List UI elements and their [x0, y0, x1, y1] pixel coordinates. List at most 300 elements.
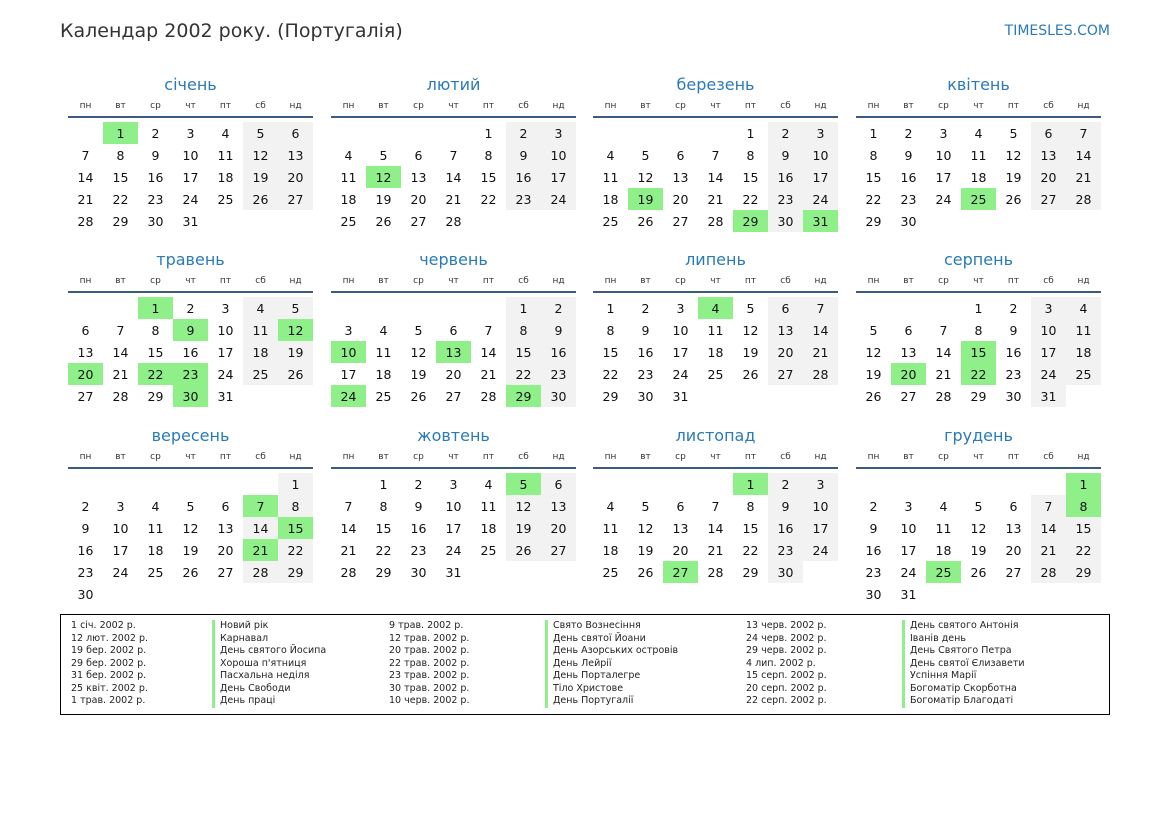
day-cell[interactable]: 6 — [676, 147, 685, 163]
day-cell[interactable]: 5 — [641, 147, 650, 163]
day-cell[interactable]: 8 — [151, 322, 160, 338]
holiday-day-cell[interactable]: 20 — [891, 363, 926, 385]
day-cell[interactable]: 10 — [217, 322, 234, 338]
day-cell[interactable]: 1 — [506, 297, 541, 319]
day-cell[interactable]: 12 — [506, 495, 541, 517]
day-cell[interactable]: 8 — [116, 147, 125, 163]
day-cell[interactable]: 7 — [1031, 495, 1066, 517]
day-cell[interactable]: 16 — [900, 169, 917, 185]
day-cell[interactable]: 29 — [865, 213, 882, 229]
day-cell[interactable]: 16 — [1005, 344, 1022, 360]
day-cell[interactable]: 29 — [970, 388, 987, 404]
day-cell[interactable]: 6 — [449, 322, 458, 338]
day-cell[interactable]: 25 — [602, 213, 619, 229]
day-cell[interactable]: 9 — [541, 319, 576, 341]
day-cell[interactable]: 22 — [742, 542, 759, 558]
day-cell[interactable]: 11 — [480, 498, 497, 514]
day-cell[interactable]: 3 — [449, 476, 458, 492]
day-cell[interactable]: 6 — [414, 147, 423, 163]
day-cell[interactable]: 13 — [77, 344, 94, 360]
day-cell[interactable]: 6 — [1031, 122, 1066, 144]
day-cell[interactable]: 1 — [869, 125, 878, 141]
day-cell[interactable]: 19 — [410, 366, 427, 382]
holiday-day-cell[interactable]: 1 — [733, 473, 768, 495]
day-cell[interactable]: 19 — [637, 542, 654, 558]
day-cell[interactable]: 31 — [182, 213, 199, 229]
day-cell[interactable]: 16 — [541, 341, 576, 363]
day-cell[interactable]: 30 — [768, 561, 803, 583]
day-cell[interactable]: 8 — [278, 495, 313, 517]
day-cell[interactable]: 5 — [869, 322, 878, 338]
day-cell[interactable]: 17 — [935, 169, 952, 185]
day-cell[interactable]: 2 — [904, 125, 913, 141]
day-cell[interactable]: 24 — [541, 188, 576, 210]
day-cell[interactable]: 27 — [278, 188, 313, 210]
day-cell[interactable]: 21 — [707, 191, 724, 207]
day-cell[interactable]: 4 — [606, 498, 615, 514]
day-cell[interactable]: 17 — [112, 542, 129, 558]
day-cell[interactable]: 13 — [410, 169, 427, 185]
day-cell[interactable]: 19 — [506, 517, 541, 539]
day-cell[interactable]: 4 — [221, 125, 230, 141]
day-cell[interactable]: 23 — [410, 542, 427, 558]
holiday-day-cell[interactable]: 1 — [1066, 473, 1101, 495]
day-cell[interactable]: 18 — [935, 542, 952, 558]
holiday-day-cell[interactable]: 23 — [173, 363, 208, 385]
day-cell[interactable]: 7 — [1066, 122, 1101, 144]
day-cell[interactable]: 3 — [541, 122, 576, 144]
day-cell[interactable]: 30 — [541, 385, 576, 407]
day-cell[interactable]: 28 — [112, 388, 129, 404]
day-cell[interactable]: 29 — [278, 561, 313, 583]
day-cell[interactable]: 20 — [672, 542, 689, 558]
day-cell[interactable]: 9 — [81, 520, 90, 536]
day-cell[interactable]: 28 — [1066, 188, 1101, 210]
day-cell[interactable]: 10 — [112, 520, 129, 536]
day-cell[interactable]: 22 — [278, 539, 313, 561]
day-cell[interactable]: 5 — [379, 147, 388, 163]
day-cell[interactable]: 12 — [1005, 147, 1022, 163]
day-cell[interactable]: 6 — [221, 498, 230, 514]
day-cell[interactable]: 19 — [182, 542, 199, 558]
day-cell[interactable]: 28 — [935, 388, 952, 404]
day-cell[interactable]: 7 — [344, 498, 353, 514]
day-cell[interactable]: 15 — [742, 520, 759, 536]
day-cell[interactable]: 25 — [243, 363, 278, 385]
day-cell[interactable]: 13 — [768, 319, 803, 341]
day-cell[interactable]: 11 — [243, 319, 278, 341]
day-cell[interactable]: 23 — [541, 363, 576, 385]
day-cell[interactable]: 2 — [768, 473, 803, 495]
day-cell[interactable]: 13 — [672, 520, 689, 536]
holiday-day-cell[interactable]: 22 — [138, 363, 173, 385]
day-cell[interactable]: 11 — [707, 322, 724, 338]
holiday-day-cell[interactable]: 22 — [961, 363, 996, 385]
day-cell[interactable]: 9 — [641, 322, 650, 338]
day-cell[interactable]: 21 — [340, 542, 357, 558]
day-cell[interactable]: 9 — [904, 147, 913, 163]
day-cell[interactable]: 2 — [641, 300, 650, 316]
day-cell[interactable]: 8 — [869, 147, 878, 163]
day-cell[interactable]: 12 — [742, 322, 759, 338]
day-cell[interactable]: 20 — [541, 517, 576, 539]
day-cell[interactable]: 23 — [768, 539, 803, 561]
day-cell[interactable]: 17 — [340, 366, 357, 382]
day-cell[interactable]: 7 — [116, 322, 125, 338]
day-cell[interactable]: 7 — [81, 147, 90, 163]
day-cell[interactable]: 27 — [900, 388, 917, 404]
day-cell[interactable]: 19 — [375, 191, 392, 207]
day-cell[interactable]: 25 — [375, 388, 392, 404]
day-cell[interactable]: 25 — [707, 366, 724, 382]
day-cell[interactable]: 2 — [869, 498, 878, 514]
day-cell[interactable]: 16 — [77, 542, 94, 558]
day-cell[interactable]: 7 — [711, 498, 720, 514]
day-cell[interactable]: 8 — [606, 322, 615, 338]
day-cell[interactable]: 21 — [1066, 166, 1101, 188]
day-cell[interactable]: 6 — [81, 322, 90, 338]
day-cell[interactable]: 22 — [742, 191, 759, 207]
day-cell[interactable]: 1 — [379, 476, 388, 492]
day-cell[interactable]: 20 — [217, 542, 234, 558]
day-cell[interactable]: 4 — [974, 125, 983, 141]
day-cell[interactable]: 24 — [112, 564, 129, 580]
day-cell[interactable]: 28 — [445, 213, 462, 229]
holiday-day-cell[interactable]: 9 — [173, 319, 208, 341]
day-cell[interactable]: 13 — [217, 520, 234, 536]
day-cell[interactable]: 25 — [1066, 363, 1101, 385]
holiday-day-cell[interactable]: 20 — [68, 363, 103, 385]
day-cell[interactable]: 27 — [410, 213, 427, 229]
day-cell[interactable]: 18 — [340, 191, 357, 207]
day-cell[interactable]: 19 — [1005, 169, 1022, 185]
day-cell[interactable]: 8 — [746, 147, 755, 163]
day-cell[interactable]: 14 — [1066, 144, 1101, 166]
holiday-day-cell[interactable]: 1 — [138, 297, 173, 319]
day-cell[interactable]: 5 — [243, 122, 278, 144]
day-cell[interactable]: 7 — [939, 322, 948, 338]
day-cell[interactable]: 12 — [637, 169, 654, 185]
day-cell[interactable]: 1 — [606, 300, 615, 316]
day-cell[interactable]: 12 — [243, 144, 278, 166]
day-cell[interactable]: 2 — [541, 297, 576, 319]
holiday-day-cell[interactable]: 30 — [173, 385, 208, 407]
day-cell[interactable]: 26 — [278, 363, 313, 385]
day-cell[interactable]: 8 — [506, 319, 541, 341]
day-cell[interactable]: 2 — [186, 300, 195, 316]
day-cell[interactable]: 2 — [768, 122, 803, 144]
day-cell[interactable]: 9 — [768, 144, 803, 166]
day-cell[interactable]: 9 — [151, 147, 160, 163]
day-cell[interactable]: 17 — [803, 166, 838, 188]
day-cell[interactable]: 27 — [1005, 564, 1022, 580]
day-cell[interactable]: 9 — [1009, 322, 1018, 338]
day-cell[interactable]: 20 — [1031, 166, 1066, 188]
day-cell[interactable]: 28 — [340, 564, 357, 580]
day-cell[interactable]: 12 — [637, 520, 654, 536]
day-cell[interactable]: 26 — [1005, 191, 1022, 207]
day-cell[interactable]: 21 — [112, 366, 129, 382]
day-cell[interactable]: 6 — [278, 122, 313, 144]
day-cell[interactable]: 27 — [217, 564, 234, 580]
day-cell[interactable]: 12 — [970, 520, 987, 536]
day-cell[interactable]: 14 — [112, 344, 129, 360]
day-cell[interactable]: 11 — [970, 147, 987, 163]
day-cell[interactable]: 8 — [484, 147, 493, 163]
day-cell[interactable]: 14 — [707, 169, 724, 185]
day-cell[interactable]: 27 — [541, 539, 576, 561]
day-cell[interactable]: 31 — [445, 564, 462, 580]
day-cell[interactable]: 7 — [803, 297, 838, 319]
day-cell[interactable]: 17 — [217, 344, 234, 360]
day-cell[interactable]: 14 — [935, 344, 952, 360]
day-cell[interactable]: 21 — [803, 341, 838, 363]
day-cell[interactable]: 5 — [746, 300, 755, 316]
day-cell[interactable]: 10 — [182, 147, 199, 163]
day-cell[interactable]: 14 — [340, 520, 357, 536]
day-cell[interactable]: 31 — [1031, 385, 1066, 407]
day-cell[interactable]: 28 — [1031, 561, 1066, 583]
day-cell[interactable]: 16 — [410, 520, 427, 536]
day-cell[interactable]: 16 — [865, 542, 882, 558]
day-cell[interactable]: 10 — [541, 144, 576, 166]
day-cell[interactable]: 16 — [147, 169, 164, 185]
day-cell[interactable]: 30 — [410, 564, 427, 580]
day-cell[interactable]: 5 — [278, 297, 313, 319]
holiday-day-cell[interactable]: 15 — [961, 341, 996, 363]
day-cell[interactable]: 29 — [742, 564, 759, 580]
day-cell[interactable]: 24 — [803, 539, 838, 561]
day-cell[interactable]: 28 — [803, 363, 838, 385]
holiday-day-cell[interactable]: 24 — [331, 385, 366, 407]
day-cell[interactable]: 23 — [1005, 366, 1022, 382]
day-cell[interactable]: 11 — [147, 520, 164, 536]
day-cell[interactable]: 18 — [707, 344, 724, 360]
day-cell[interactable]: 20 — [410, 191, 427, 207]
day-cell[interactable]: 22 — [112, 191, 129, 207]
day-cell[interactable]: 24 — [935, 191, 952, 207]
day-cell[interactable]: 26 — [637, 213, 654, 229]
holiday-day-cell[interactable]: 25 — [961, 188, 996, 210]
day-cell[interactable]: 22 — [506, 363, 541, 385]
day-cell[interactable]: 5 — [1009, 125, 1018, 141]
day-cell[interactable]: 21 — [77, 191, 94, 207]
day-cell[interactable]: 24 — [803, 188, 838, 210]
holiday-day-cell[interactable]: 19 — [628, 188, 663, 210]
day-cell[interactable]: 14 — [445, 169, 462, 185]
holiday-day-cell[interactable]: 4 — [698, 297, 733, 319]
day-cell[interactable]: 30 — [1005, 388, 1022, 404]
day-cell[interactable]: 20 — [1005, 542, 1022, 558]
day-cell[interactable]: 15 — [742, 169, 759, 185]
day-cell[interactable]: 30 — [77, 586, 94, 602]
day-cell[interactable]: 19 — [278, 341, 313, 363]
day-cell[interactable]: 6 — [1009, 498, 1018, 514]
holiday-day-cell[interactable]: 8 — [1066, 495, 1101, 517]
day-cell[interactable]: 18 — [480, 520, 497, 536]
day-cell[interactable]: 4 — [606, 147, 615, 163]
day-cell[interactable]: 25 — [147, 564, 164, 580]
day-cell[interactable]: 11 — [602, 520, 619, 536]
day-cell[interactable]: 16 — [768, 166, 803, 188]
day-cell[interactable]: 27 — [768, 363, 803, 385]
day-cell[interactable]: 27 — [77, 388, 94, 404]
day-cell[interactable]: 15 — [602, 344, 619, 360]
day-cell[interactable]: 10 — [672, 322, 689, 338]
day-cell[interactable]: 24 — [1031, 363, 1066, 385]
day-cell[interactable]: 4 — [379, 322, 388, 338]
day-cell[interactable]: 18 — [375, 366, 392, 382]
day-cell[interactable]: 13 — [541, 495, 576, 517]
day-cell[interactable]: 1 — [278, 473, 313, 495]
day-cell[interactable]: 1 — [974, 300, 983, 316]
day-cell[interactable]: 18 — [1066, 341, 1101, 363]
day-cell[interactable]: 6 — [904, 322, 913, 338]
day-cell[interactable]: 21 — [935, 366, 952, 382]
day-cell[interactable]: 23 — [865, 564, 882, 580]
day-cell[interactable]: 20 — [278, 166, 313, 188]
day-cell[interactable]: 8 — [379, 498, 388, 514]
day-cell[interactable]: 26 — [182, 564, 199, 580]
day-cell[interactable]: 4 — [243, 297, 278, 319]
day-cell[interactable]: 15 — [506, 341, 541, 363]
day-cell[interactable]: 20 — [672, 191, 689, 207]
day-cell[interactable]: 17 — [672, 344, 689, 360]
day-cell[interactable]: 11 — [935, 520, 952, 536]
day-cell[interactable]: 28 — [707, 213, 724, 229]
day-cell[interactable]: 9 — [506, 144, 541, 166]
holiday-day-cell[interactable]: 29 — [506, 385, 541, 407]
day-cell[interactable]: 15 — [480, 169, 497, 185]
day-cell[interactable]: 10 — [803, 144, 838, 166]
day-cell[interactable]: 24 — [182, 191, 199, 207]
day-cell[interactable]: 27 — [672, 213, 689, 229]
day-cell[interactable]: 19 — [742, 344, 759, 360]
day-cell[interactable]: 14 — [803, 319, 838, 341]
day-cell[interactable]: 17 — [541, 166, 576, 188]
holiday-day-cell[interactable]: 10 — [331, 341, 366, 363]
day-cell[interactable]: 20 — [768, 341, 803, 363]
day-cell[interactable]: 15 — [865, 169, 882, 185]
day-cell[interactable]: 18 — [970, 169, 987, 185]
day-cell[interactable]: 30 — [900, 213, 917, 229]
day-cell[interactable]: 14 — [243, 517, 278, 539]
day-cell[interactable]: 15 — [112, 169, 129, 185]
day-cell[interactable]: 29 — [112, 213, 129, 229]
holiday-day-cell[interactable]: 12 — [366, 166, 401, 188]
day-cell[interactable]: 19 — [243, 166, 278, 188]
day-cell[interactable]: 25 — [340, 213, 357, 229]
day-cell[interactable]: 14 — [707, 520, 724, 536]
day-cell[interactable]: 22 — [1066, 539, 1101, 561]
day-cell[interactable]: 2 — [81, 498, 90, 514]
day-cell[interactable]: 29 — [375, 564, 392, 580]
day-cell[interactable]: 3 — [803, 122, 838, 144]
day-cell[interactable]: 23 — [900, 191, 917, 207]
day-cell[interactable]: 3 — [904, 498, 913, 514]
day-cell[interactable]: 2 — [1009, 300, 1018, 316]
day-cell[interactable]: 19 — [865, 366, 882, 382]
day-cell[interactable]: 4 — [151, 498, 160, 514]
day-cell[interactable]: 26 — [742, 366, 759, 382]
holiday-day-cell[interactable]: 27 — [663, 561, 698, 583]
day-cell[interactable]: 24 — [672, 366, 689, 382]
day-cell[interactable]: 10 — [1031, 319, 1066, 341]
day-cell[interactable]: 2 — [151, 125, 160, 141]
day-cell[interactable]: 5 — [186, 498, 195, 514]
day-cell[interactable]: 2 — [414, 476, 423, 492]
day-cell[interactable]: 9 — [768, 495, 803, 517]
day-cell[interactable]: 21 — [707, 542, 724, 558]
holiday-day-cell[interactable]: 12 — [278, 319, 313, 341]
day-cell[interactable]: 21 — [445, 191, 462, 207]
day-cell[interactable]: 3 — [803, 473, 838, 495]
day-cell[interactable]: 23 — [637, 366, 654, 382]
day-cell[interactable]: 26 — [865, 388, 882, 404]
day-cell[interactable]: 22 — [480, 191, 497, 207]
day-cell[interactable]: 18 — [147, 542, 164, 558]
day-cell[interactable]: 26 — [410, 388, 427, 404]
day-cell[interactable]: 6 — [541, 473, 576, 495]
day-cell[interactable]: 15 — [1066, 517, 1101, 539]
day-cell[interactable]: 20 — [445, 366, 462, 382]
day-cell[interactable]: 4 — [939, 498, 948, 514]
day-cell[interactable]: 23 — [768, 188, 803, 210]
day-cell[interactable]: 16 — [182, 344, 199, 360]
day-cell[interactable]: 25 — [602, 564, 619, 580]
day-cell[interactable]: 14 — [77, 169, 94, 185]
day-cell[interactable]: 10 — [900, 520, 917, 536]
day-cell[interactable]: 3 — [939, 125, 948, 141]
day-cell[interactable]: 3 — [676, 300, 685, 316]
day-cell[interactable]: 30 — [768, 210, 803, 232]
day-cell[interactable]: 7 — [449, 147, 458, 163]
day-cell[interactable]: 16 — [506, 166, 541, 188]
day-cell[interactable]: 16 — [768, 517, 803, 539]
day-cell[interactable]: 22 — [375, 542, 392, 558]
day-cell[interactable]: 23 — [147, 191, 164, 207]
day-cell[interactable]: 13 — [900, 344, 917, 360]
day-cell[interactable]: 9 — [869, 520, 878, 536]
day-cell[interactable]: 11 — [602, 169, 619, 185]
day-cell[interactable]: 8 — [746, 498, 755, 514]
holiday-day-cell[interactable]: 31 — [803, 210, 838, 232]
day-cell[interactable]: 26 — [637, 564, 654, 580]
day-cell[interactable]: 12 — [182, 520, 199, 536]
day-cell[interactable]: 9 — [414, 498, 423, 514]
day-cell[interactable]: 26 — [375, 213, 392, 229]
day-cell[interactable]: 13 — [672, 169, 689, 185]
day-cell[interactable]: 17 — [1031, 341, 1066, 363]
day-cell[interactable]: 5 — [641, 498, 650, 514]
day-cell[interactable]: 31 — [900, 586, 917, 602]
day-cell[interactable]: 3 — [221, 300, 230, 316]
day-cell[interactable]: 28 — [480, 388, 497, 404]
day-cell[interactable]: 10 — [803, 495, 838, 517]
day-cell[interactable]: 6 — [676, 498, 685, 514]
day-cell[interactable]: 28 — [243, 561, 278, 583]
day-cell[interactable]: 12 — [865, 344, 882, 360]
day-cell[interactable]: 22 — [865, 191, 882, 207]
day-cell[interactable]: 28 — [707, 564, 724, 580]
holiday-day-cell[interactable]: 7 — [243, 495, 278, 517]
day-cell[interactable]: 26 — [506, 539, 541, 561]
holiday-day-cell[interactable]: 21 — [243, 539, 278, 561]
day-cell[interactable]: 25 — [217, 191, 234, 207]
holiday-day-cell[interactable]: 25 — [926, 561, 961, 583]
day-cell[interactable]: 24 — [217, 366, 234, 382]
day-cell[interactable]: 13 — [1005, 520, 1022, 536]
